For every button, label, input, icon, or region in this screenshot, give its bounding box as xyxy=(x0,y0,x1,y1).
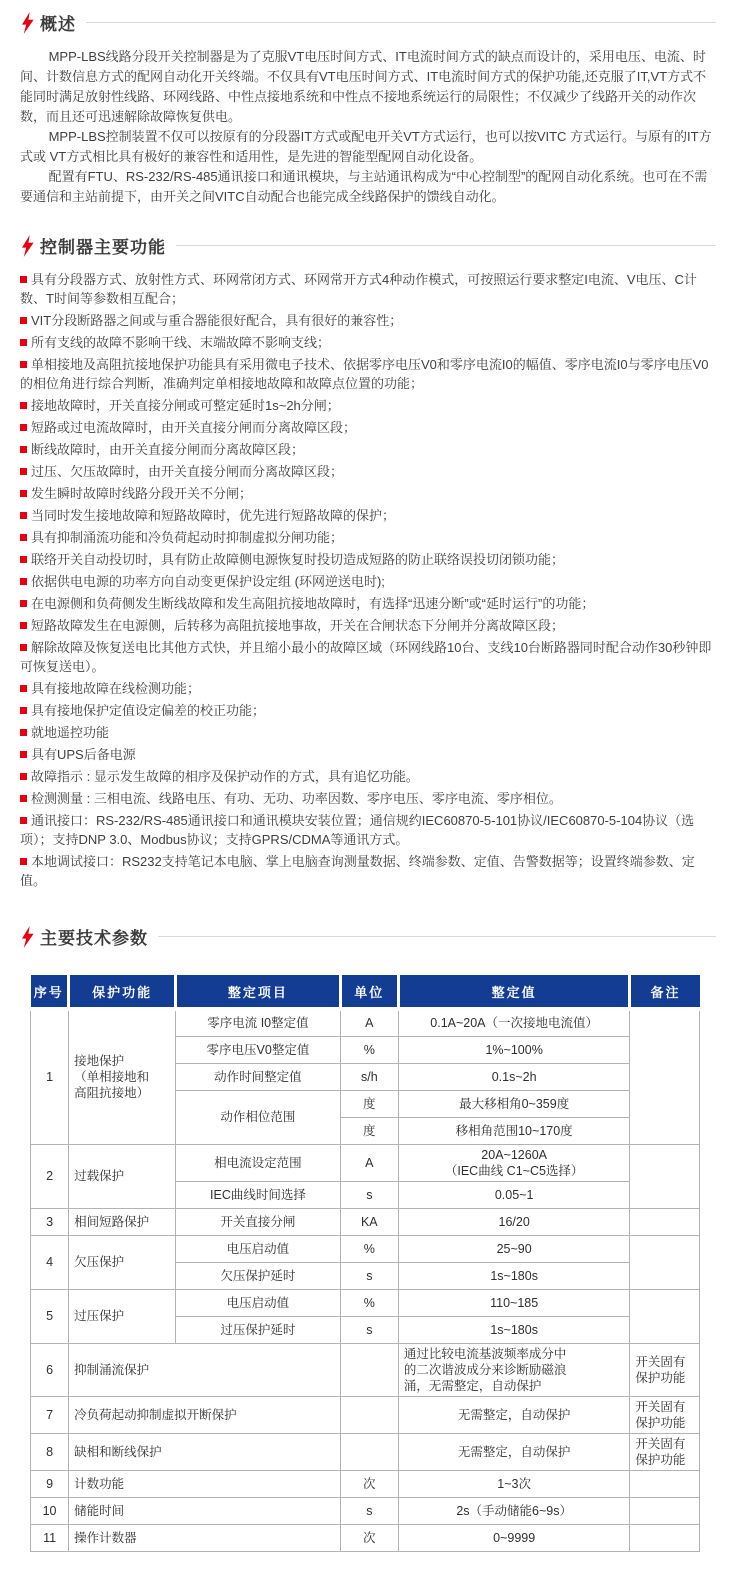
param-cell-line: 通过比较电流基波频率成分中 xyxy=(403,1346,567,1361)
feature-item-text: 通讯接口：RS-232/RS-485通讯接口和通讯模块安装位置；通信规约IEC60870-5-101协议/IEC60870-5-104协议（选项）；支持DNP 3.0、Modbus协议；支持GPRS/CDMA等通讯方式。 xyxy=(20,813,695,847)
param-cell-line: 过压保护延时 xyxy=(220,1322,296,1337)
feature-item-text: 具有抑制涌流功能和冷负荷起动时抑制虚拟分闸功能； xyxy=(31,530,344,545)
param-cell-line: 4 xyxy=(46,1255,54,1269)
param-cell-line: 1~3次 xyxy=(497,1476,531,1491)
param-cell xyxy=(398,1316,629,1343)
param-cell xyxy=(69,1144,176,1208)
feature-item xyxy=(20,462,716,481)
param-header-cell: 备注 xyxy=(630,975,700,1009)
param-cell xyxy=(31,1524,69,1551)
bullet-square-icon xyxy=(20,773,27,780)
heading-divider xyxy=(176,245,716,246)
lightning-icon xyxy=(20,235,35,257)
param-cell xyxy=(398,1117,629,1144)
param-cell xyxy=(340,1117,398,1144)
feature-item xyxy=(20,745,716,764)
param-cell-line: 度 xyxy=(363,1096,376,1111)
param-cell-line: 保护功能 xyxy=(635,1415,686,1430)
param-cell xyxy=(176,1235,341,1262)
param-cell-line: s xyxy=(366,1268,373,1283)
param-cell xyxy=(630,1470,700,1497)
feature-item-text: 单相接地及高阻抗接地保护功能具有采用微电子技术、依据零序电压V0和零序电流I0的幅值、零序电流I0与零序电压V0的相位角进行综合判断，准确判定单相接地故障和故障点位置的功能； xyxy=(20,357,709,391)
bullet-square-icon xyxy=(20,402,27,409)
param-header-cell: 单位 xyxy=(340,975,398,1009)
section-functions xyxy=(20,233,716,890)
param-cell xyxy=(398,1289,629,1316)
feature-item-text: 接地故障时，开关直接分闸或可整定延时1s~2h分闸； xyxy=(31,398,340,413)
heading-divider xyxy=(158,936,716,937)
heading-divider xyxy=(86,22,716,23)
feature-item-text: 所有支线的故障不影响干线、末端故障不影响支线； xyxy=(31,335,331,350)
param-row xyxy=(31,1470,700,1497)
param-cell xyxy=(176,1262,341,1289)
feature-item-text: 具有接地故障在线检测功能； xyxy=(31,681,201,696)
param-cell-line: 的二次谐波成分来诊断励磁浪 xyxy=(403,1362,567,1377)
bullet-square-icon xyxy=(20,276,27,283)
param-cell xyxy=(340,1470,398,1497)
param-cell xyxy=(31,1396,69,1433)
param-cell xyxy=(398,1235,629,1262)
param-cell xyxy=(176,1009,341,1036)
param-cell xyxy=(630,1396,700,1433)
param-cell xyxy=(69,1289,176,1343)
param-cell-line: 欠压保护 xyxy=(74,1255,125,1269)
param-cell xyxy=(340,1396,398,1433)
param-cell-line: s xyxy=(366,1322,373,1337)
param-cell xyxy=(630,1343,700,1396)
param-cell-line: 过载保护 xyxy=(74,1169,125,1183)
param-cell xyxy=(69,1235,176,1289)
param-cell xyxy=(340,1497,398,1524)
param-cell xyxy=(176,1289,341,1316)
feature-item-text: 依据供电电源的功率方向自动变更保护设定组 (环网逆送电时); xyxy=(31,574,385,589)
param-row xyxy=(31,1343,700,1396)
param-cell-line: 无需整定，自动保护 xyxy=(457,1407,571,1422)
param-cell-line: % xyxy=(363,1241,375,1256)
param-cell-line: 动作时间整定值 xyxy=(214,1069,302,1084)
functions-title: 控制器主要功能 xyxy=(40,238,166,257)
param-cell xyxy=(398,1262,629,1289)
feature-item xyxy=(20,333,716,352)
bullet-square-icon xyxy=(20,795,27,802)
param-cell xyxy=(398,1433,629,1470)
param-cell xyxy=(69,1497,341,1524)
param-cell-line: 过压保护 xyxy=(74,1309,125,1323)
param-cell-line: 零序电压V0整定值 xyxy=(206,1042,310,1057)
param-cell xyxy=(630,1144,700,1208)
param-cell-line: 保护功能 xyxy=(635,1370,686,1385)
param-row xyxy=(31,1433,700,1470)
param-cell-line: 次 xyxy=(363,1530,376,1545)
feature-item-text: 联络开关自动投切时，具有防止故障侧电源恢复时投切造成短路的防止联络误投切闭锁功能； xyxy=(31,552,565,567)
param-cell-line: 3 xyxy=(46,1214,54,1229)
param-header-cell: 整定项目 xyxy=(176,975,341,1009)
feature-item xyxy=(20,572,716,591)
param-cell xyxy=(630,1208,700,1235)
feature-item xyxy=(20,767,716,786)
param-cell xyxy=(69,1470,341,1497)
param-cell-line: 1%~100% xyxy=(485,1042,543,1057)
overview-paragraph: MPP-LBS控制装置不仅可以按原有的分段器IT方式或配电开关VT方式运行，也可以按VITC 方式运行。与原有的IT方式或 VT方式相比具有极好的兼容性和适用性，是先进的智能型配网自动化设备。 xyxy=(20,129,712,164)
param-cell-line: 冷负荷起动抑制虚拟开断保护 xyxy=(74,1407,237,1422)
feature-item xyxy=(20,550,716,569)
feature-item-text: 具有接地保护定值设定偏差的校正功能； xyxy=(31,703,266,718)
bullet-square-icon xyxy=(20,534,27,541)
feature-item xyxy=(20,270,716,308)
bullet-square-icon xyxy=(20,446,27,453)
param-cell xyxy=(398,1036,629,1063)
lightning-icon xyxy=(20,12,35,34)
bullet-square-icon xyxy=(20,468,27,475)
param-header-cell: 序号 xyxy=(31,975,69,1009)
param-row xyxy=(31,1524,700,1551)
feature-item-text: 故障指示 : 显示发生故障的相序及保护动作的方式，具有追忆功能。 xyxy=(31,769,419,784)
param-cell-line: 2 xyxy=(46,1169,54,1183)
param-cell-line: 0.1s~2h xyxy=(491,1069,537,1084)
param-cell-line: 最大移相角0~359度 xyxy=(459,1096,570,1111)
param-cell xyxy=(340,1316,398,1343)
param-cell xyxy=(176,1036,341,1063)
feature-item xyxy=(20,811,716,849)
param-cell xyxy=(176,1063,341,1090)
param-cell-line: s xyxy=(366,1503,373,1518)
param-cell xyxy=(69,1433,341,1470)
feature-item xyxy=(20,418,716,437)
feature-item-text: 当同时发生接地故障和短路故障时，优先进行短路故障的保护； xyxy=(31,508,396,523)
feature-item-text: 解除故障及恢复送电比其他方式快，并且缩小最小的故障区域（环网线路10台、支线10台断路器同时配合动作30秒钟即可恢复送电）。 xyxy=(20,640,712,674)
param-cell-line: 无需整定，自动保护 xyxy=(457,1444,571,1459)
param-cell xyxy=(31,1343,69,1396)
param-cell xyxy=(69,1396,341,1433)
bullet-square-icon xyxy=(20,644,27,651)
param-cell-line: s/h xyxy=(360,1069,378,1084)
feature-item-text: 具有UPS后备电源 xyxy=(31,747,136,762)
param-cell-line: KA xyxy=(360,1214,378,1229)
param-cell xyxy=(340,1144,398,1181)
param-cell xyxy=(340,1063,398,1090)
param-cell-line: 涌，无需整定，自动保护 xyxy=(403,1378,542,1393)
param-cell xyxy=(31,1235,69,1289)
param-cell-line: （IEC曲线 C1~C5选择） xyxy=(444,1163,584,1178)
bullet-square-icon xyxy=(20,858,27,865)
param-cell xyxy=(31,1289,69,1343)
param-cell-line: 1s~180s xyxy=(490,1268,538,1283)
param-cell-line: 电压启动值 xyxy=(226,1295,290,1310)
feature-item-text: 断线故障时，由开关直接分闸而分离故障区段； xyxy=(31,442,305,457)
param-cell xyxy=(340,1036,398,1063)
functions-heading xyxy=(20,233,716,258)
bullet-square-icon xyxy=(20,817,27,824)
param-cell xyxy=(176,1144,341,1181)
param-row xyxy=(31,1289,700,1316)
parameters-heading xyxy=(20,924,716,949)
bullet-square-icon xyxy=(20,424,27,431)
param-cell-line: 1 xyxy=(46,1070,54,1085)
param-cell xyxy=(630,1289,700,1343)
param-cell-line: 110~185 xyxy=(490,1295,539,1310)
param-row xyxy=(31,1208,700,1235)
param-cell-line: 动作相位范围 xyxy=(220,1110,296,1124)
bullet-square-icon xyxy=(20,729,27,736)
param-row xyxy=(31,1497,700,1524)
param-cell-line: 11 xyxy=(43,1530,57,1545)
feature-item xyxy=(20,506,716,525)
overview-title: 概述 xyxy=(40,15,76,34)
feature-item xyxy=(20,789,716,808)
param-cell xyxy=(630,1235,700,1289)
param-cell-line: 9 xyxy=(46,1476,54,1491)
param-cell-line: 欠压保护延时 xyxy=(220,1268,296,1283)
param-cell xyxy=(398,1063,629,1090)
param-cell xyxy=(340,1235,398,1262)
param-row xyxy=(31,1009,700,1036)
table-body xyxy=(31,1009,700,1551)
feature-item xyxy=(20,616,716,635)
section-parameters xyxy=(20,924,716,1552)
param-cell xyxy=(31,1470,69,1497)
feature-item xyxy=(20,701,716,720)
param-cell-line: 25~90 xyxy=(496,1241,532,1256)
param-cell xyxy=(176,1181,341,1208)
feature-item xyxy=(20,440,716,459)
param-cell xyxy=(398,1524,629,1551)
param-cell-line: （单相接地和 xyxy=(74,1070,150,1085)
param-cell xyxy=(630,1009,700,1144)
feature-item-text: 过压、欠压故障时，由开关直接分闸而分离故障区段； xyxy=(31,464,344,479)
param-cell xyxy=(176,1316,341,1343)
bullet-square-icon xyxy=(20,707,27,714)
parameters-title: 主要技术参数 xyxy=(40,929,148,948)
param-cell xyxy=(31,1433,69,1470)
param-cell xyxy=(69,1343,341,1396)
param-cell-line: 8 xyxy=(46,1444,54,1459)
param-cell xyxy=(340,1343,398,1396)
param-cell xyxy=(398,1343,629,1396)
param-cell-line: 度 xyxy=(363,1123,376,1138)
param-cell xyxy=(398,1470,629,1497)
feature-item xyxy=(20,484,716,503)
param-cell-line: 0.05~1 xyxy=(494,1187,534,1202)
bullet-square-icon xyxy=(20,685,27,692)
feature-item xyxy=(20,679,716,698)
overview-paragraphs xyxy=(20,47,716,207)
feature-item-text: 具有分段器方式、放射性方式、环网常闭方式、环网常开方式4种动作模式，可按照运行要求整定I电流、V电压、C计数、T时间等参数相互配合； xyxy=(20,272,697,306)
bullet-square-icon xyxy=(20,751,27,758)
param-cell xyxy=(340,1208,398,1235)
feature-item xyxy=(20,852,716,890)
param-cell-line: 5 xyxy=(46,1309,54,1323)
bullet-square-icon xyxy=(20,622,27,629)
param-cell xyxy=(31,1144,69,1208)
overview-heading xyxy=(20,10,716,35)
bullet-square-icon xyxy=(20,556,27,563)
param-cell xyxy=(398,1396,629,1433)
param-cell xyxy=(630,1524,700,1551)
param-row xyxy=(31,1235,700,1262)
param-cell xyxy=(630,1497,700,1524)
param-cell-line: 移相角范围10~170度 xyxy=(455,1123,573,1138)
param-cell-line: 保护功能 xyxy=(635,1452,686,1467)
bullet-square-icon xyxy=(20,490,27,497)
param-cell-line: 0~9999 xyxy=(493,1530,536,1545)
param-cell-line: 开关固有 xyxy=(635,1436,686,1451)
overview-paragraph: MPP-LBS线路分段开关控制器是为了克服VT电压时间方式、IT电流时间方式的缺点而设计的，采用电压、电流、时间、计数信息方式的配网自动化开关终端。不仅具有VT电压时间方式、IT电流时间方式的保护功能,还克服了IT,VT方式不能同时满足放射性线路、环网线路、中性点接地系统和中性点不接地系统运行的局限性；不仅减少了线路开关的动作次数，而且还可迅速解除故障恢复供电。 xyxy=(20,49,707,124)
param-cell-line: 开关固有 xyxy=(635,1354,686,1369)
param-cell xyxy=(31,1208,69,1235)
param-cell xyxy=(69,1009,176,1144)
table-header-row xyxy=(31,975,700,1009)
param-cell-line: 次 xyxy=(363,1476,376,1491)
param-cell-line: 抑制涌流保护 xyxy=(74,1362,150,1377)
parameters-table xyxy=(30,975,700,1552)
section-overview xyxy=(20,10,716,207)
bullet-square-icon xyxy=(20,578,27,585)
param-cell-line: 相电流设定范围 xyxy=(214,1155,302,1170)
param-cell-line: 开关直接分闸 xyxy=(220,1214,296,1229)
parameters-table-wrapper xyxy=(30,975,716,1552)
features-list xyxy=(20,270,716,890)
param-cell xyxy=(176,1090,341,1144)
param-row xyxy=(31,1396,700,1433)
param-cell-line: 相间短路保护 xyxy=(74,1214,150,1229)
param-cell xyxy=(69,1524,341,1551)
param-cell-line: 操作计数器 xyxy=(74,1530,137,1545)
param-cell xyxy=(340,1181,398,1208)
param-cell-line: 缺相和断线保护 xyxy=(74,1444,162,1459)
param-row xyxy=(31,1144,700,1181)
param-cell-line: A xyxy=(365,1155,374,1170)
feature-item xyxy=(20,594,716,613)
param-cell-line: 计数功能 xyxy=(74,1476,125,1491)
param-cell-line: 开关固有 xyxy=(635,1399,686,1414)
bullet-square-icon xyxy=(20,361,27,368)
param-cell xyxy=(340,1524,398,1551)
param-cell xyxy=(398,1181,629,1208)
param-cell-line: % xyxy=(363,1295,375,1310)
param-cell-line: 0.1A~20A（一次接地电流值） xyxy=(430,1016,599,1031)
param-cell xyxy=(340,1262,398,1289)
param-cell-line: IEC曲线时间选择 xyxy=(210,1187,306,1202)
feature-item-text: 本地调试接口：RS232支持笔记本电脑、掌上电脑查询测量数据、终端参数、定值、告警数据等；设置终端参数、定值。 xyxy=(20,854,695,888)
param-cell-line: 高阻抗接地） xyxy=(74,1086,150,1101)
param-cell-line: 2s（手动储能6~9s） xyxy=(456,1503,572,1518)
param-cell-line: 1s~180s xyxy=(490,1322,538,1337)
feature-item xyxy=(20,311,716,330)
param-cell xyxy=(69,1208,176,1235)
param-cell xyxy=(340,1090,398,1117)
bullet-square-icon xyxy=(20,339,27,346)
param-cell-line: 16/20 xyxy=(498,1214,530,1229)
feature-item-text: 在电源侧和负荷侧发生断线故障和发生高阻抗接地故障时，有选择“迅速分断”或“延时运行”的功能； xyxy=(31,596,595,611)
param-cell xyxy=(176,1208,341,1235)
feature-item-text: 发生瞬时故障时线路分段开关不分闸； xyxy=(31,486,253,501)
feature-item xyxy=(20,396,716,415)
param-cell-line: 6 xyxy=(46,1362,54,1377)
param-cell xyxy=(340,1009,398,1036)
param-cell-line: 20A~1260A xyxy=(481,1147,547,1162)
param-cell xyxy=(340,1289,398,1316)
param-cell-line: % xyxy=(363,1042,375,1057)
param-cell-line: 7 xyxy=(46,1407,54,1422)
feature-item-text: 检测测量 : 三相电流、线路电压、有功、无功、功率因数、零序电压、零序电流、零序相位。 xyxy=(31,791,562,806)
param-cell xyxy=(31,1009,69,1144)
param-cell xyxy=(31,1497,69,1524)
lightning-icon xyxy=(20,926,35,948)
param-cell-line: 接地保护 xyxy=(74,1054,125,1069)
param-cell xyxy=(630,1433,700,1470)
bullet-square-icon xyxy=(20,600,27,607)
feature-item xyxy=(20,723,716,742)
param-cell-line: A xyxy=(365,1016,374,1031)
param-cell-line: 电压启动值 xyxy=(226,1241,290,1256)
bullet-square-icon xyxy=(20,317,27,324)
param-cell-line: 10 xyxy=(42,1503,57,1518)
param-header-cell: 整定值 xyxy=(398,975,629,1009)
param-cell-line: 零序电流 I0整定值 xyxy=(207,1016,309,1031)
param-cell xyxy=(398,1208,629,1235)
param-cell xyxy=(398,1090,629,1117)
param-cell xyxy=(340,1433,398,1470)
param-cell-line: 储能时间 xyxy=(74,1503,125,1518)
param-cell-line: s xyxy=(366,1187,373,1202)
param-header-cell: 保护功能 xyxy=(69,975,176,1009)
feature-item-text: 就地遥控功能 xyxy=(31,725,110,740)
param-cell xyxy=(398,1497,629,1524)
feature-item-text: VIT分段断路器之间或与重合器能很好配合，具有很好的兼容性； xyxy=(31,313,403,328)
param-cell xyxy=(398,1144,629,1181)
param-cell xyxy=(398,1009,629,1036)
feature-item xyxy=(20,528,716,547)
overview-paragraph: 配置有FTU、RS-232/RS-485通讯接口和通讯模块，与主站通讯构成为“中心控制型”的配网自动化系统。也可在不需要通信和主站前提下，由开关之间VITC自动配合也能完成全线路保护的馈线自动化。 xyxy=(20,169,708,204)
feature-item-text: 短路故障发生在电源侧，后转移为高阻抗接地事故，开关在合闸状态下分闸并分离故障区段； xyxy=(31,618,565,633)
feature-item-text: 短路或过电流故障时，由开关直接分闸而分离故障区段； xyxy=(31,420,357,435)
feature-item xyxy=(20,638,716,676)
bullet-square-icon xyxy=(20,512,27,519)
feature-item xyxy=(20,355,716,393)
